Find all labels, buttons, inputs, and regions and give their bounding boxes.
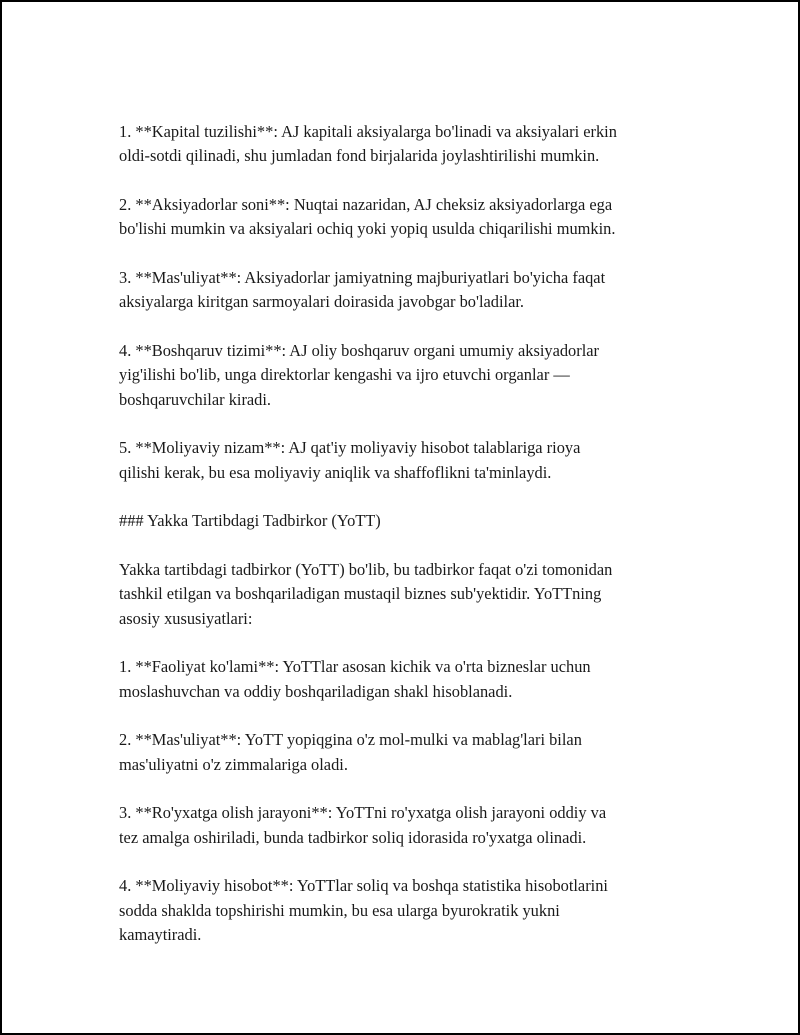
text-line: tashkil etilgan va boshqariladigan mustaqil biznes sub'yektidir. YoTTning — [119, 584, 602, 604]
text-line: 2. **Aksiyadorlar soni**: Nuqtai nazaridan, AJ cheksiz aksiyadorlarga ega — [119, 195, 613, 214]
text-line: mas'uliyatni o'z zimmalariga oladi. — [119, 754, 348, 774]
text-line: 2. **Mas'uliyat**: YoTT yopiqgina o'z mol-mulki va mablag'lari bilan — [119, 730, 582, 750]
text-line: kamaytiradi. — [119, 925, 202, 945]
intro-paragraph — [119, 558, 694, 631]
text-line: oldi-sotdi qilinadi, shu jumladan fond birjalarida joylashtirilishi mumkin. — [119, 146, 600, 166]
list-item-moliyaviy-hisobot — [119, 874, 694, 947]
text-line: boshqaruvchilar kiradi. — [119, 389, 272, 409]
list-item-masuliyat-yott — [119, 728, 694, 777]
text-line: tez amalga oshiriladi, bunda tadbirkor soliq idorasida ro'yxatga olinadi. — [119, 827, 587, 847]
list-item-aksiyadorlar-soni — [119, 193, 694, 242]
text-line: yig'ilishi bo'lib, unga direktorlar kengashi va ijro etuvchi organlar — — [119, 365, 570, 385]
text-line: Yakka tartibdagi tadbirkor (YoTT) bo'lib, bu tadbirkor faqat o'zi tomonidan — [119, 560, 613, 579]
list-item-faoliyat-kolami — [119, 655, 694, 704]
text-line: 1. **Kapital tuzilishi**: AJ kapitali aksiyalarga bo'linadi va aksiyalari erkin — [119, 122, 617, 141]
text-line: asosiy xususiyatlari: — [119, 608, 253, 628]
text-line: bo'lishi mumkin va aksiyalari ochiq yoki yopiq usulda chiqarilishi mumkin. — [119, 219, 616, 239]
text-line: 5. **Moliyaviy nizam**: AJ qat'iy moliyaviy hisobot talablariga rioya — [119, 438, 581, 458]
heading-line: ### Yakka Tartibdagi Tadbirkor (YoTT) — [119, 511, 381, 531]
text-line: 3. **Ro'yxatga olish jarayoni**: YoTTni ro'yxatga olish jarayoni oddiy va — [119, 803, 607, 823]
list-item-royxatga-olish — [119, 801, 694, 850]
list-item-moliyaviy-nizam — [119, 436, 694, 485]
document-body — [119, 120, 694, 948]
text-line: 1. **Faoliyat ko'lami**: YoTTlar asosan kichik va o'rta bizneslar uchun — [119, 657, 591, 677]
text-line: sodda shaklda topshirishi mumkin, bu esa ularga byurokratik yukni — [119, 900, 560, 920]
list-item-kapital-tuzilishi — [119, 120, 694, 169]
list-item-boshqaruv-tizimi — [119, 339, 694, 412]
text-line: 3. **Mas'uliyat**: Aksiyadorlar jamiyatning majburiyatlari bo'yicha faqat — [119, 268, 606, 287]
text-line: 4. **Moliyaviy hisobot**: YoTTlar soliq va boshqa statistika hisobotlarini — [119, 876, 608, 896]
text-line: 4. **Boshqaruv tizimi**: AJ oliy boshqaruv organi umumiy aksiyadorlar — [119, 341, 599, 360]
text-line: moslashuvchan va oddiy boshqariladigan shakl hisoblanadi. — [119, 681, 513, 701]
text-line: qilishi kerak, bu esa moliyaviy aniqlik va shaffoflikni ta'minlaydi. — [119, 462, 552, 482]
section-heading — [119, 509, 694, 533]
list-item-masuliyat-aj — [119, 266, 694, 315]
text-line: aksiyalarga kiritgan sarmoyalari doirasida javobgar bo'ladilar. — [119, 292, 524, 312]
